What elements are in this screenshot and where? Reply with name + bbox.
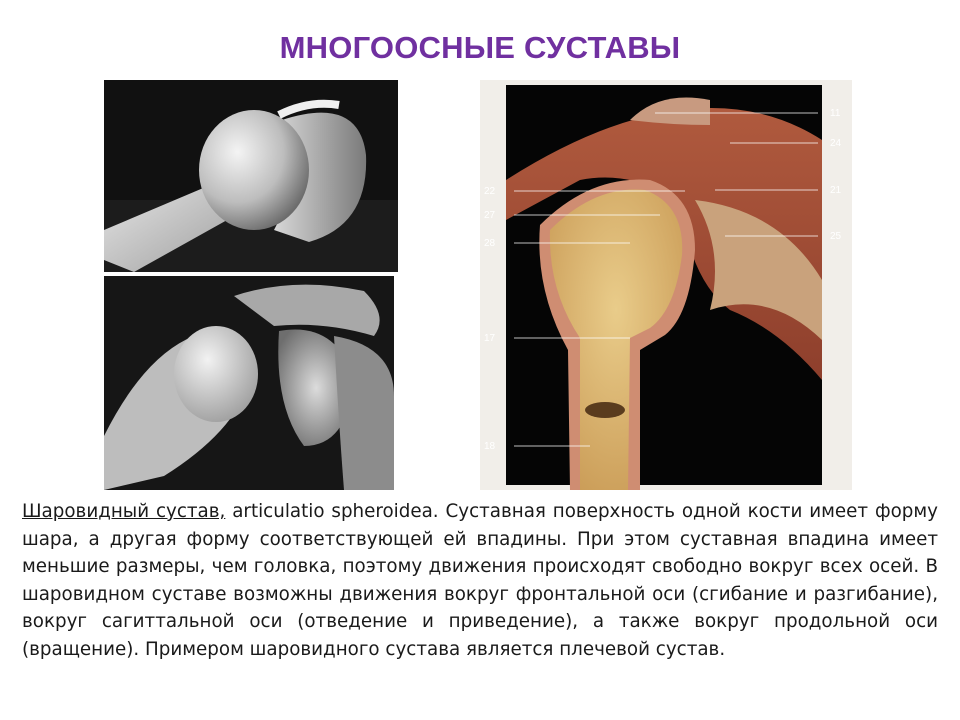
section-label-18: 18 xyxy=(484,441,496,452)
section-label-11: 11 xyxy=(830,108,841,119)
section-label-24: 24 xyxy=(830,138,842,149)
section-label-17: 17 xyxy=(484,333,496,344)
shoulder-bones-photo xyxy=(104,276,394,490)
description-paragraph xyxy=(22,498,938,663)
shoulder-joint-section-photo xyxy=(480,80,852,490)
slide-title: МНОГООСНЫЕ СУСТАВЫ xyxy=(279,30,681,65)
section-label-22: 22 xyxy=(484,186,496,197)
term-spheroid-joint: Шаровидный сустав, xyxy=(22,501,226,522)
section-label-27: 27 xyxy=(484,210,496,221)
description-text: articulatio spheroidea. Суставная поверхность одной кости имеет форму шара, а другая форму соответствующей ей впадины. При этом суставная впадина имеет меньшие размеры, чем головка, поэтому движения происходят свободно вокруг всех осей. В шаровидном суставе возможны движения вокруг фронтальной оси (сгибание и разгибание), вокруг сагиттальной оси (отведение и приведение), а также вокруг продольной оси (вращение). Примером шаровидного сустава является плечевой сустав. xyxy=(22,501,938,660)
section-label-28: 28 xyxy=(484,238,496,249)
section-label-21: 21 xyxy=(830,185,842,196)
section-label-25: 25 xyxy=(830,231,842,242)
ball-socket-model-photo xyxy=(104,80,398,272)
